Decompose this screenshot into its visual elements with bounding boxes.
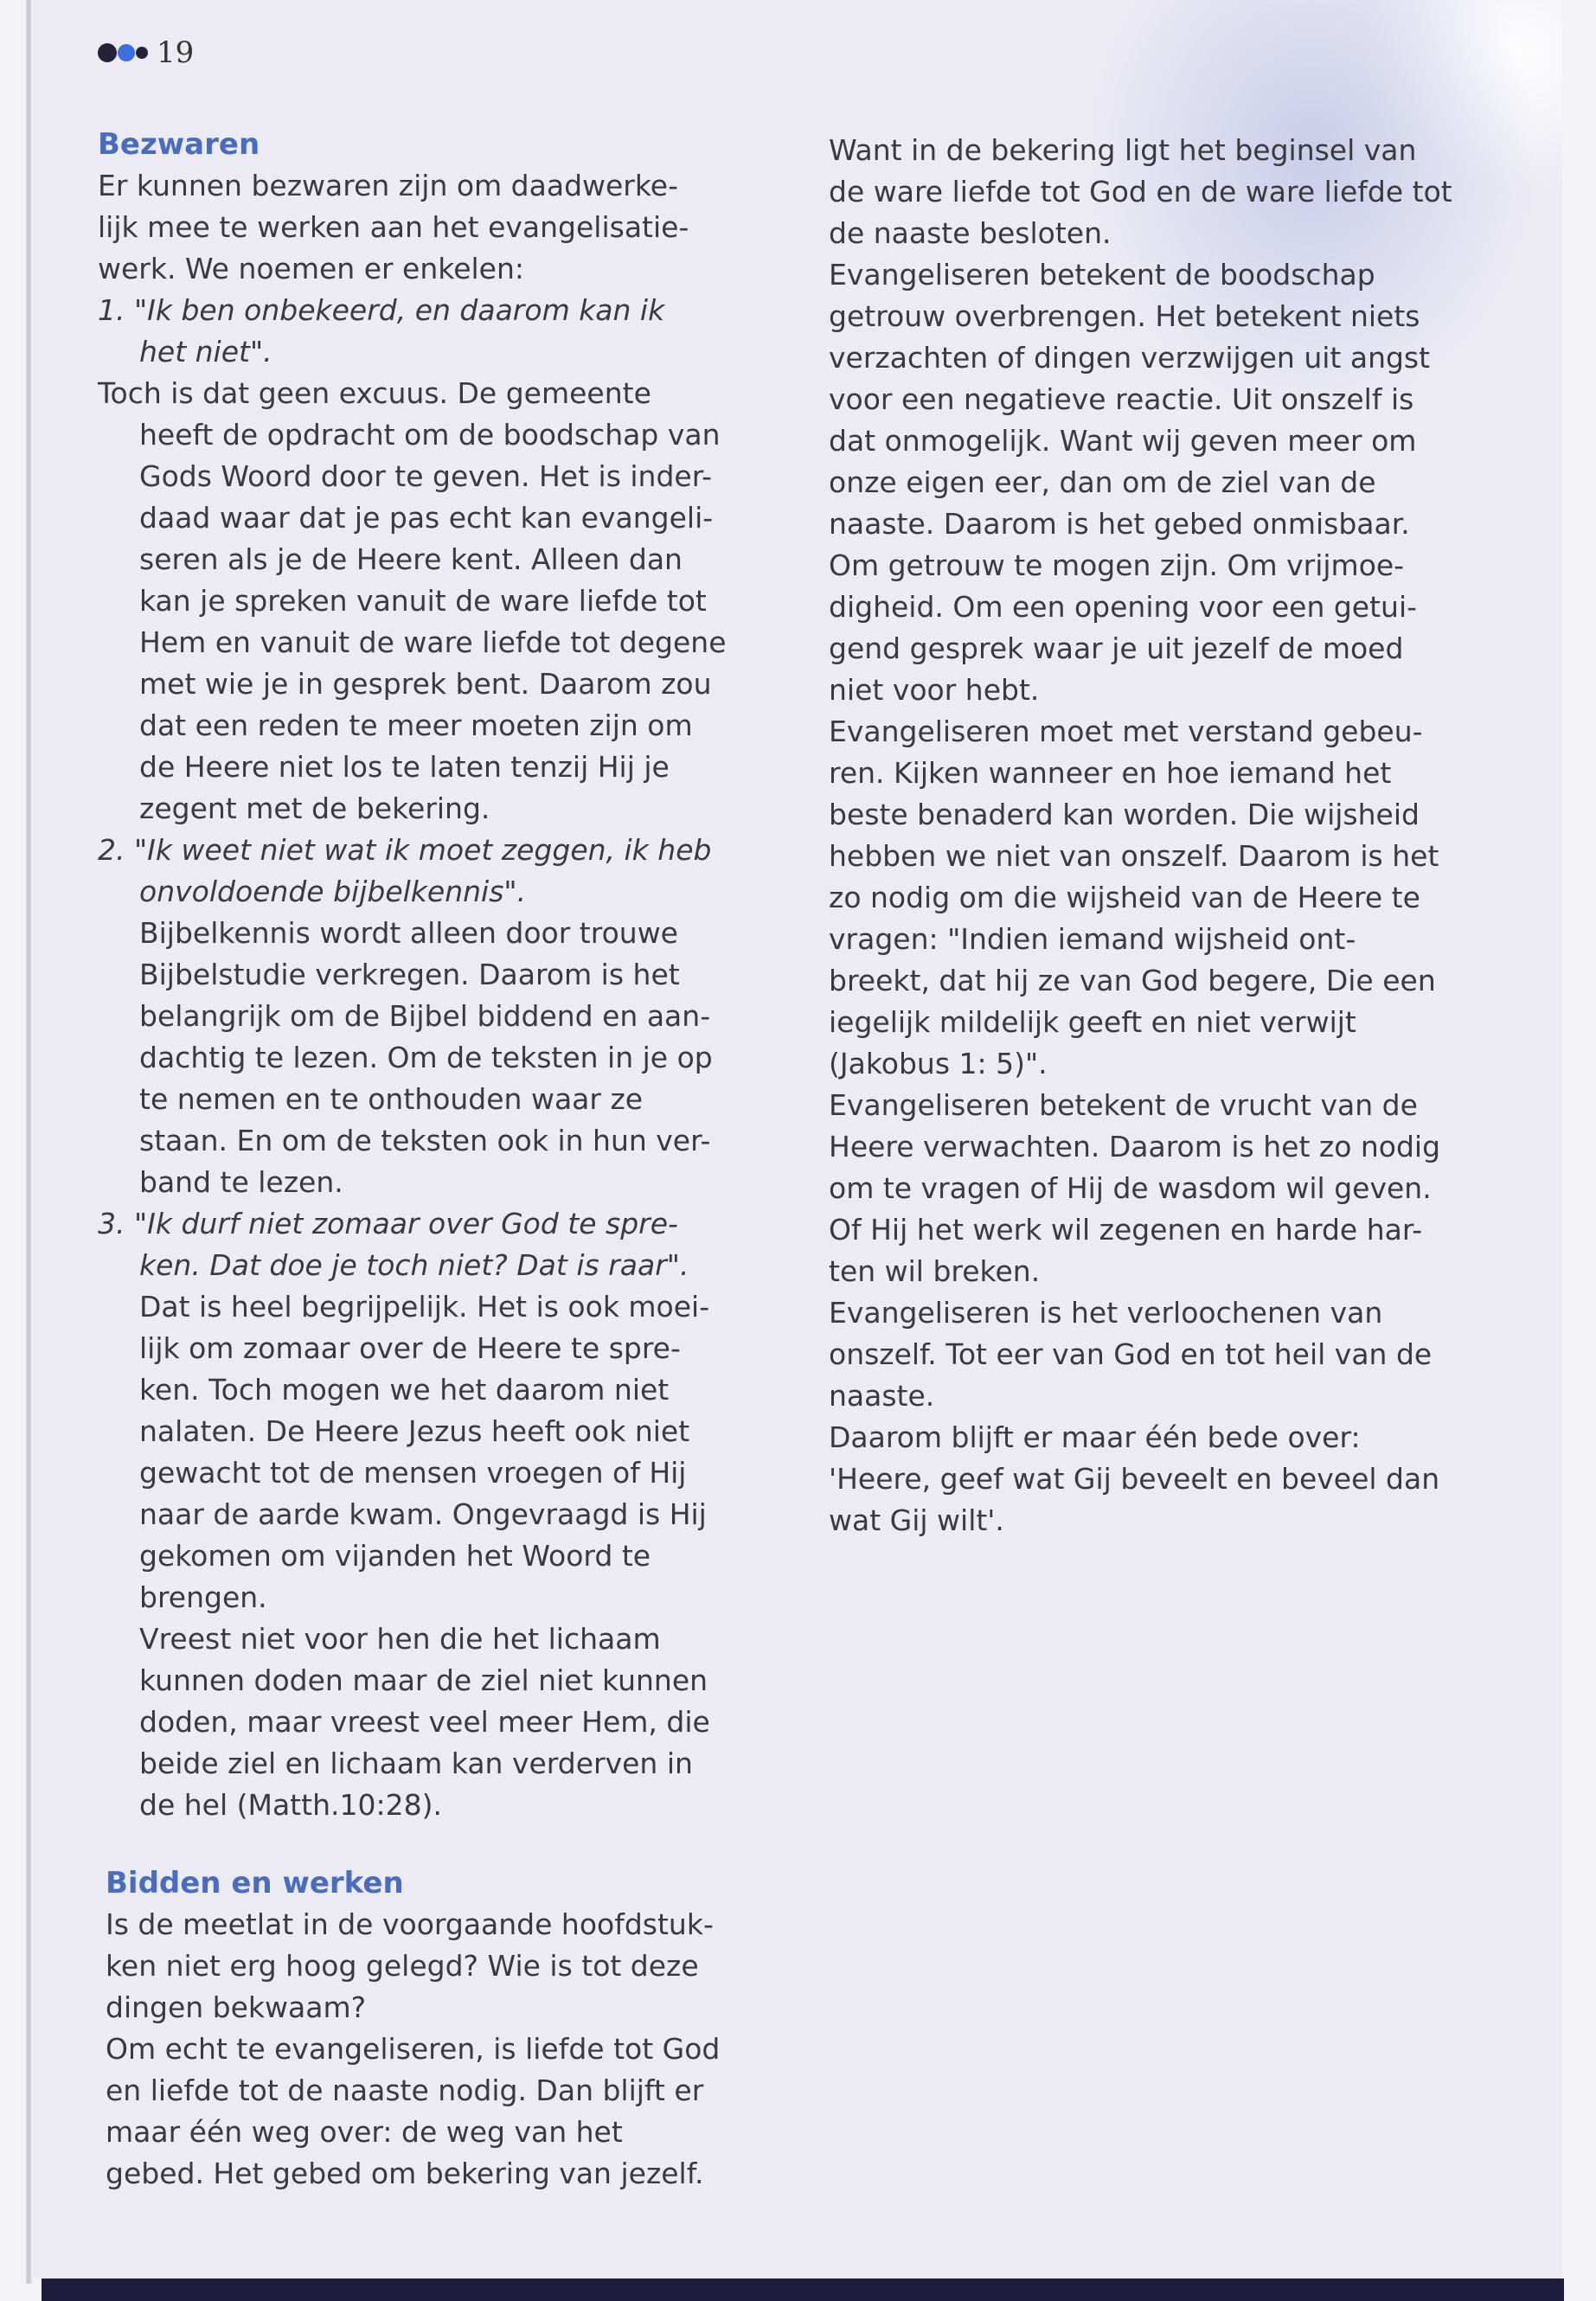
text-line: ren. Kijken wanneer en hoe iemand het xyxy=(829,756,1392,790)
text-line: zegent met de bekering. xyxy=(139,792,490,825)
text-line: band te lezen. xyxy=(139,1165,343,1199)
left-column-section-bidden-en-werken xyxy=(106,1862,720,2195)
text-line: dat een reden te meer moeten zijn om xyxy=(139,708,693,742)
text-line: Daarom blijft er maar één bede over: xyxy=(829,1420,1361,1454)
page-number: 19 xyxy=(157,35,195,70)
text-line: Evangeliseren moet met verstand gebeu- xyxy=(829,715,1423,748)
text-line: gebed. Het gebed om bekering van jezelf. xyxy=(106,2157,704,2190)
text-line: Om echt te evangeliseren, is liefde tot God xyxy=(106,2032,721,2066)
text-line: voor een negatieve reactie. Uit onszelf is xyxy=(829,382,1414,416)
text-line: 'Heere, geef wat Gij beveelt en beveel dan xyxy=(829,1462,1440,1496)
objection-quote-line: het niet". xyxy=(139,335,272,369)
bullet-dot-icon xyxy=(136,47,148,59)
text-line: Is de meetlat in de voorgaande hoofdstuk- xyxy=(106,1907,714,1941)
text-line: dachtig te lezen. Om de teksten in je op xyxy=(139,1041,713,1074)
text-line: Evangeliseren is het verloochenen van xyxy=(829,1296,1383,1330)
section-heading: Bidden en werken xyxy=(106,1866,404,1900)
section-heading: Bezwaren xyxy=(98,127,260,162)
text-line: staan. En om de teksten ook in hun ver- xyxy=(139,1124,711,1157)
text-line: (Jakobus 1: 5)". xyxy=(829,1047,1048,1080)
text-line: heeft de opdracht om de boodschap van xyxy=(139,418,721,452)
text-line: Vreest niet voor hen die het lichaam xyxy=(139,1622,661,1656)
left-column-section-bezwaren xyxy=(98,124,727,1826)
text-line: Of Hij het werk wil zegenen en harde har- xyxy=(829,1213,1423,1247)
text-line: lijk mee te werken aan het evangelisatie- xyxy=(98,210,689,244)
text-line: niet voor hebt. xyxy=(829,673,1040,707)
text-line: belangrijk om de Bijbel biddend en aan- xyxy=(139,999,711,1033)
text-line: daad waar dat je pas echt kan evangeli- xyxy=(139,501,714,535)
objection-quote-line: ken. Dat doe je toch niet? Dat is raar". xyxy=(139,1248,689,1282)
text-line: seren als je de Heere kent. Alleen dan xyxy=(139,542,683,576)
text-line: verzachten of dingen verzwijgen uit angst xyxy=(829,341,1431,375)
text-line: iegelijk mildelijk geeft en niet verwijt xyxy=(829,1005,1356,1039)
text-line: naar de aarde kwam. Ongevraagd is Hij xyxy=(139,1497,707,1531)
text-line: onze eigen eer, dan om de ziel van de xyxy=(829,465,1376,499)
right-column xyxy=(829,130,1452,1541)
text-line: beste benaderd kan worden. Die wijsheid xyxy=(829,798,1420,831)
text-line: dat onmogelijk. Want wij geven meer om xyxy=(829,424,1417,458)
bullet-dot-icon xyxy=(118,44,135,61)
text-line: Toch is dat geen excuus. De gemeente xyxy=(98,376,651,410)
text-line: gewacht tot de mensen vroegen of Hij xyxy=(139,1456,687,1490)
objection-quote-line: onvoldoende bijbelkennis". xyxy=(139,875,527,908)
text-line: naaste. xyxy=(829,1379,935,1413)
text-line: ken niet erg hoog gelegd? Wie is tot deze xyxy=(106,1949,699,1983)
objection-quote-line: 2. "Ik weet niet wat ik moet zeggen, ik heb xyxy=(98,833,712,867)
text-line: getrouw overbrengen. Het betekent niets xyxy=(829,299,1420,333)
text-line: Er kunnen bezwaren zijn om daadwerke- xyxy=(98,169,679,202)
text-line: Bijbelstudie verkregen. Daarom is het xyxy=(139,958,680,991)
page-number-header xyxy=(98,33,194,73)
text-line: Heere verwachten. Daarom is het zo nodig xyxy=(829,1130,1441,1163)
text-line: wat Gij wilt'. xyxy=(829,1503,1004,1537)
text-line: dingen bekwaam? xyxy=(106,1990,367,2024)
text-line: vragen: "Indien iemand wijsheid ont- xyxy=(829,922,1356,956)
text-line: te nemen en te onthouden waar ze xyxy=(139,1082,644,1116)
text-line: zo nodig om die wijsheid van de Heere te xyxy=(829,881,1420,914)
text-line: Bijbelkennis wordt alleen door trouwe xyxy=(139,916,678,950)
text-line: Evangeliseren betekent de vrucht van de xyxy=(829,1088,1418,1122)
bottom-edge-band xyxy=(42,2279,1564,2301)
objection-quote-line: 3. "Ik durf niet zomaar over God te spre- xyxy=(98,1207,678,1240)
text-line: de naaste besloten. xyxy=(829,216,1112,250)
bullet-dot-icon xyxy=(98,43,117,62)
text-line: Evangeliseren betekent de boodschap xyxy=(829,258,1375,292)
text-line: lijk om zomaar over de Heere te spre- xyxy=(139,1331,681,1365)
text-line: brengen. xyxy=(139,1580,267,1614)
text-line: werk. We noemen er enkelen: xyxy=(98,252,525,285)
text-line: kan je spreken vanuit de ware liefde tot xyxy=(139,584,707,618)
text-line: de ware liefde tot God en de ware liefde tot xyxy=(829,175,1452,208)
text-line: Dat is heel begrijpelijk. Het is ook moei- xyxy=(139,1290,710,1324)
text-line: naaste. Daarom is het gebed onmisbaar. xyxy=(829,507,1410,541)
text-line: gekomen om vijanden het Woord te xyxy=(139,1539,651,1573)
text-line: kunnen doden maar de ziel niet kunnen xyxy=(139,1663,708,1697)
text-line: Hem en vanuit de ware liefde tot degene xyxy=(139,625,727,659)
text-line: om te vragen of Hij de wasdom wil geven. xyxy=(829,1171,1432,1205)
text-line: breekt, dat hij ze van God begere, Die een xyxy=(829,964,1436,997)
text-line: Gods Woord door te geven. Het is inder- xyxy=(139,459,713,493)
text-line: doden, maar vreest veel meer Hem, die xyxy=(139,1705,710,1739)
text-line: maar één weg over: de weg van het xyxy=(106,2115,623,2149)
text-line: de hel (Matth.10:28). xyxy=(139,1788,442,1822)
objection-quote-line: 1. "Ik ben onbekeerd, en daarom kan ik xyxy=(98,293,665,327)
text-line: gend gesprek waar je uit jezelf de moed xyxy=(829,631,1404,665)
text-line: Want in de bekering ligt het beginsel van xyxy=(829,133,1417,167)
text-line: ken. Toch mogen we het daarom niet xyxy=(139,1373,670,1407)
text-line: digheid. Om een opening voor een getui- xyxy=(829,590,1418,624)
text-line: ten wil breken. xyxy=(829,1254,1041,1288)
text-line: hebben we niet van onszelf. Daarom is het xyxy=(829,839,1439,873)
text-line: en liefde tot de naaste nodig. Dan blijft er xyxy=(106,2073,704,2107)
text-line: onszelf. Tot eer van God en tot heil van de xyxy=(829,1337,1433,1371)
text-line: de Heere niet los te laten tenzij Hij je xyxy=(139,750,670,784)
text-line: nalaten. De Heere Jezus heeft ook niet xyxy=(139,1414,690,1448)
text-line: beide ziel en lichaam kan verderven in xyxy=(139,1747,693,1780)
text-line: Om getrouw te mogen zijn. Om vrijmoe- xyxy=(829,548,1405,582)
text-line: met wie je in gesprek bent. Daarom zou xyxy=(139,667,712,701)
